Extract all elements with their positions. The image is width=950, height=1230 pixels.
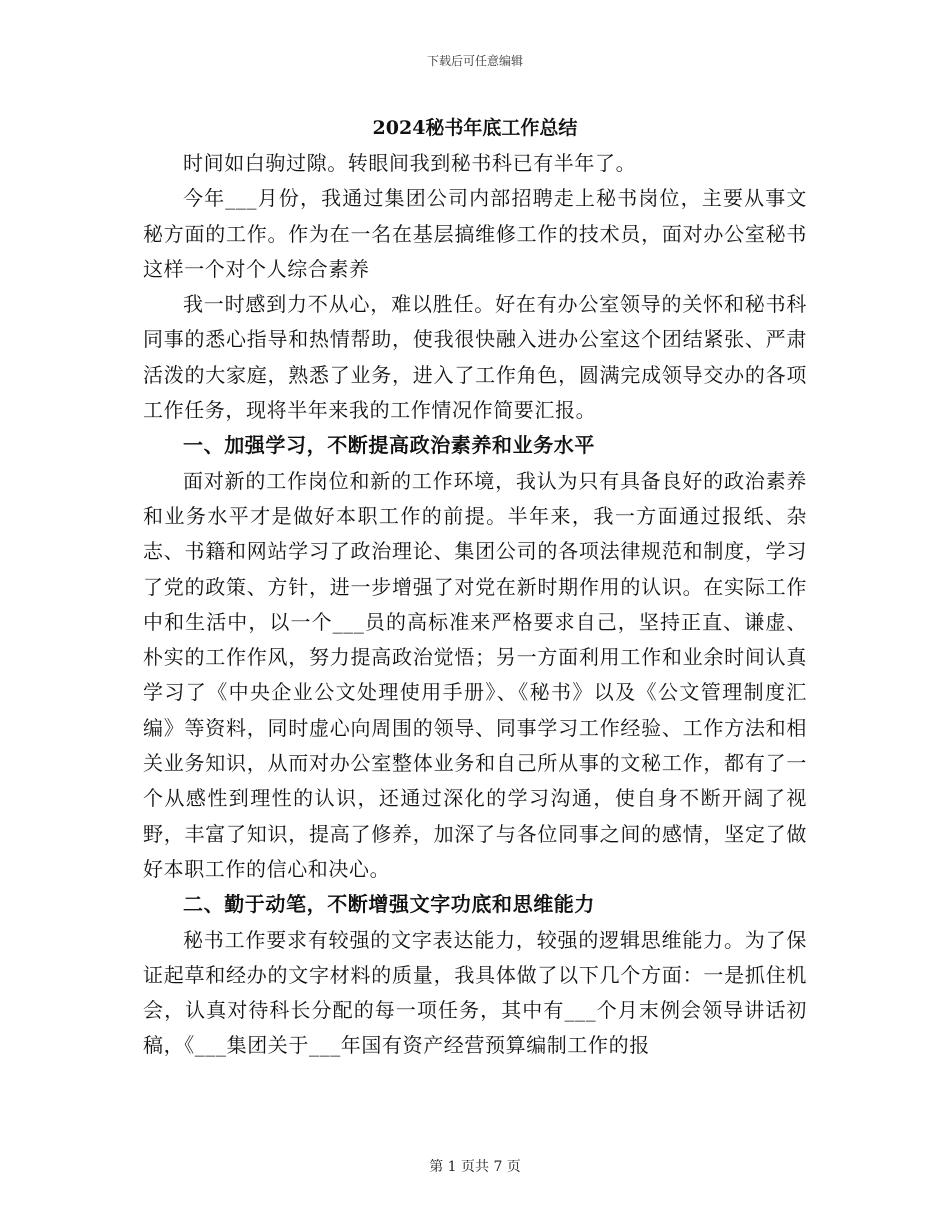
page-header-note: 下载后可任意编辑 xyxy=(426,54,523,68)
document-body xyxy=(143,110,807,1064)
paragraph-writing: 秘书工作要求有较强的文字表达能力，较强的逻辑思维能力。为了保证起草和经办的文字材料的质量，我具体做了以下几个方面：一是抓住机会，认真对待科长分配的每一项任务，其中有___个月末例会领导讲话初稿，《___集团关于___年国有资产经营预算编制工作的报 xyxy=(143,927,807,1058)
document-title: 2024秘书年底工作总结 xyxy=(372,117,578,139)
paragraph-adaptation: 我一时感到力不从心，难以胜任。好在有办公室领导的关怀和秘书科同事的悉心指导和热情帮助，使我很快融入进办公室这个团结紧张、严肃活泼的大家庭，熟悉了业务，进入了工作角色，圆满完成领导交办的各项工作任务，现将半年来我的工作情况作简要汇报。 xyxy=(143,292,807,423)
paragraph-intro: 时间如白驹过隙。转眼间我到秘书科已有半年了。 xyxy=(183,151,637,175)
section-heading-1: 一、加强学习，不断提高政治素养和业务水平 xyxy=(183,433,595,458)
section-heading-2: 二、勤于动笔，不断增强文字功底和思维能力 xyxy=(183,892,595,917)
paragraph-position: 今年___月份，我通过集团公司内部招聘走上秘书岗位，主要从事文秘方面的工作。作为在一名在基层搞维修工作的技术员，面对办公室秘书这样一个对个人综合素养 xyxy=(143,186,807,281)
paragraph-study: 面对新的工作岗位和新的工作环境，我认为只有具备良好的政治素养和业务水平才是做好本职工作的前提。半年来，我一方面通过报纸、杂志、书籍和网站学习了政治理论、集团公司的各项法律规范和制度，学习了党的政策、方针，进一步增强了对党在新时期作用的认识。在实际工作中和生活中，以一个___员的高标准来严格要求自己，坚持正直、谦虚、朴实的工作作风，努力提高政治觉悟；另一方面利用工作和业余时间认真学习了《中央企业公文处理使用手册》、《秘书》以及《公文管理制度汇编》等资料，同时虚心向周围的领导、同事学习工作经验、工作方法和相关业务知识，从而对办公室整体业务和自己所从事的文秘工作，都有了一个从感性到理性的认识，还通过深化的学习沟通，使自身不断开阔了视野，丰富了知识，提高了修养，加深了与各位同事之间的感情，坚定了做好本职工作的信心和决心。 xyxy=(143,468,807,881)
page-number: 第 1 页共 7 页 xyxy=(429,1159,521,1175)
